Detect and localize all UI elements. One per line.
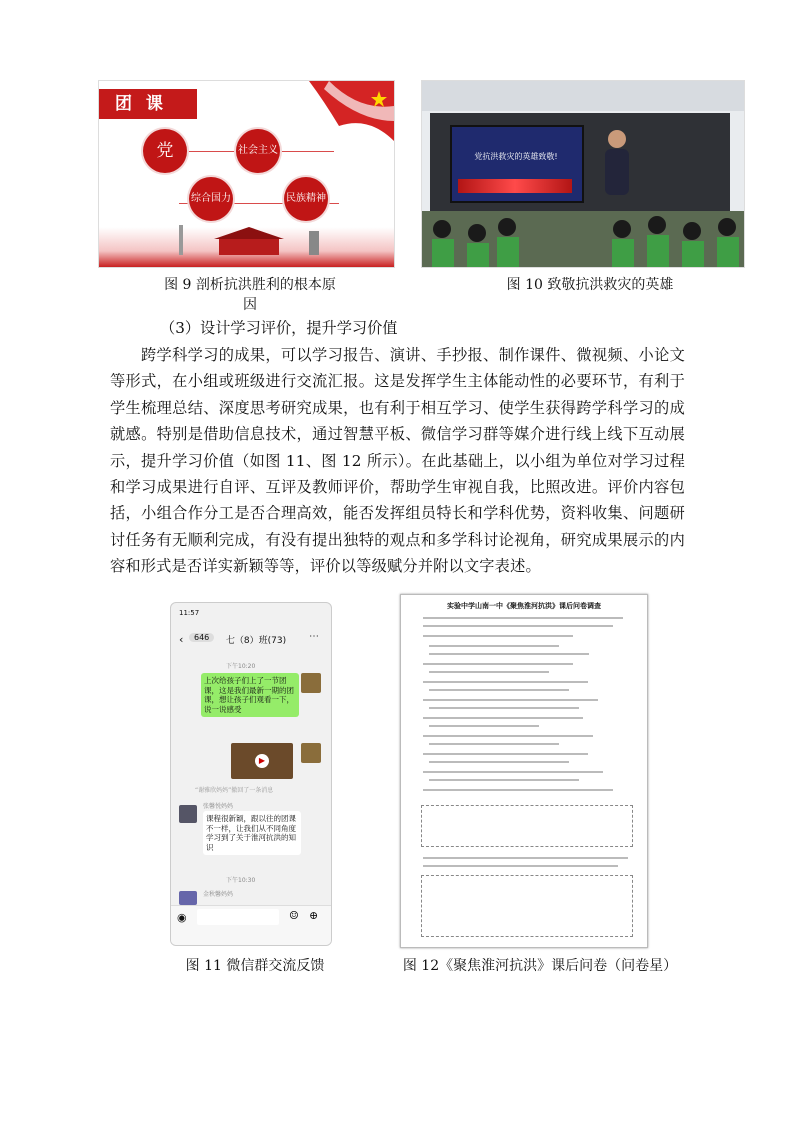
message-bubble-2: 课程很新颖，跟以往的团课不一样，让我们从不同角度学习到了关于淮河抗洪的知识 <box>203 811 301 855</box>
tiananmen-illustration-icon <box>169 221 329 261</box>
avatar <box>301 673 321 693</box>
flag-decoration-icon <box>309 81 394 151</box>
timestamp-1: 下午10:20 <box>226 663 256 670</box>
slide-title: 团 课 <box>99 89 197 119</box>
timestamp-2: 下午10:30 <box>226 877 256 884</box>
figure-10-image <box>421 80 745 268</box>
body-paragraph: 跨学科学习的成果，可以学习报告、演讲、手抄报、制作课件、微视频、小论文等形式，在小组或班级进行交流汇报。这是发挥学生主体能动性的必要环节，有利于学生梳理总结、深度思考研究成果，也有利于相互学习、使学生获得跨学科学习的成就感。特别是借助信息技术，通过智慧平板、微信学习群等媒介进行线上线下互动展示，提升学习价值（如图 11、图 12 所示）。在此基础上，以小组为单位对学习过程和学习成果进行自评、互评及教师评价，帮助学生审视自我，比照改进。评价内容包括，小组合作分工是否合理高效，能否发挥组员特长和学科优势，资料收集、问题研讨任务有无顺利完成，有没有提出独特的观点和多学科讨论视角，研究成果展示的内容和形式是否详实新颖等等，评价以等级赋分并附以文字表述。 <box>110 346 685 576</box>
play-icon[interactable]: ▶ <box>255 754 269 768</box>
back-chevron-icon[interactable]: ‹ <box>179 633 184 646</box>
circle-national-spirit: 民族精神 <box>284 177 328 221</box>
sender-name: 张馨悦妈妈 <box>203 803 234 810</box>
answer-box-2[interactable] <box>421 875 633 937</box>
circle-national-power: 综合国力 <box>189 177 233 221</box>
figure-9-image <box>98 80 395 268</box>
figure-11-caption: 图 11 微信群交流反馈 <box>185 958 325 974</box>
figure-12-caption: 图 12《聚焦淮河抗洪》课后问卷（问卷星） <box>402 958 678 974</box>
emoji-icon[interactable]: ☺ <box>289 909 299 922</box>
projector-screen-text: 党抗洪救灾的英雄致敬! <box>474 152 558 161</box>
chat-title: 七（8）班(73) <box>225 636 287 646</box>
circle-party: 党 <box>143 129 187 173</box>
answer-box-1[interactable] <box>421 805 633 847</box>
unread-count-badge: 646 <box>189 633 214 642</box>
circle-socialism: 社会主义 <box>236 129 280 173</box>
section-heading: （3）设计学习评价，提升学习价值 <box>160 319 398 337</box>
avatar <box>301 743 321 763</box>
add-icon[interactable]: ⊕ <box>309 909 319 922</box>
avatar <box>179 891 197 905</box>
recall-note: “谢雅欣妈妈”撤回了一条消息 <box>195 787 274 794</box>
questionnaire-title: 实验中学山南一中《聚焦淮河抗洪》课后问卷调查 <box>447 602 601 610</box>
sender-name-2: 金秋馨妈妈 <box>203 891 234 898</box>
figure-12-image <box>400 594 648 948</box>
video-message[interactable] <box>231 743 293 779</box>
status-time: 11:57 <box>179 609 200 617</box>
figure-11-image <box>170 602 332 946</box>
voice-icon[interactable]: ◉ <box>177 911 187 924</box>
more-icon[interactable]: ⋯ <box>309 631 319 642</box>
avatar <box>179 805 197 823</box>
students-icon <box>422 207 744 267</box>
figure-9-caption: 图 9 剖析抗洪胜利的根本原因 <box>164 277 336 313</box>
figure-10-caption: 图 10 致敬抗洪救灾的英雄 <box>506 277 674 293</box>
message-input[interactable] <box>197 909 279 925</box>
message-bubble-1: 上次给孩子们上了一节团课，这是我们最新一期的团课，想让孩子们观看一下，说一说感受 <box>201 673 299 717</box>
